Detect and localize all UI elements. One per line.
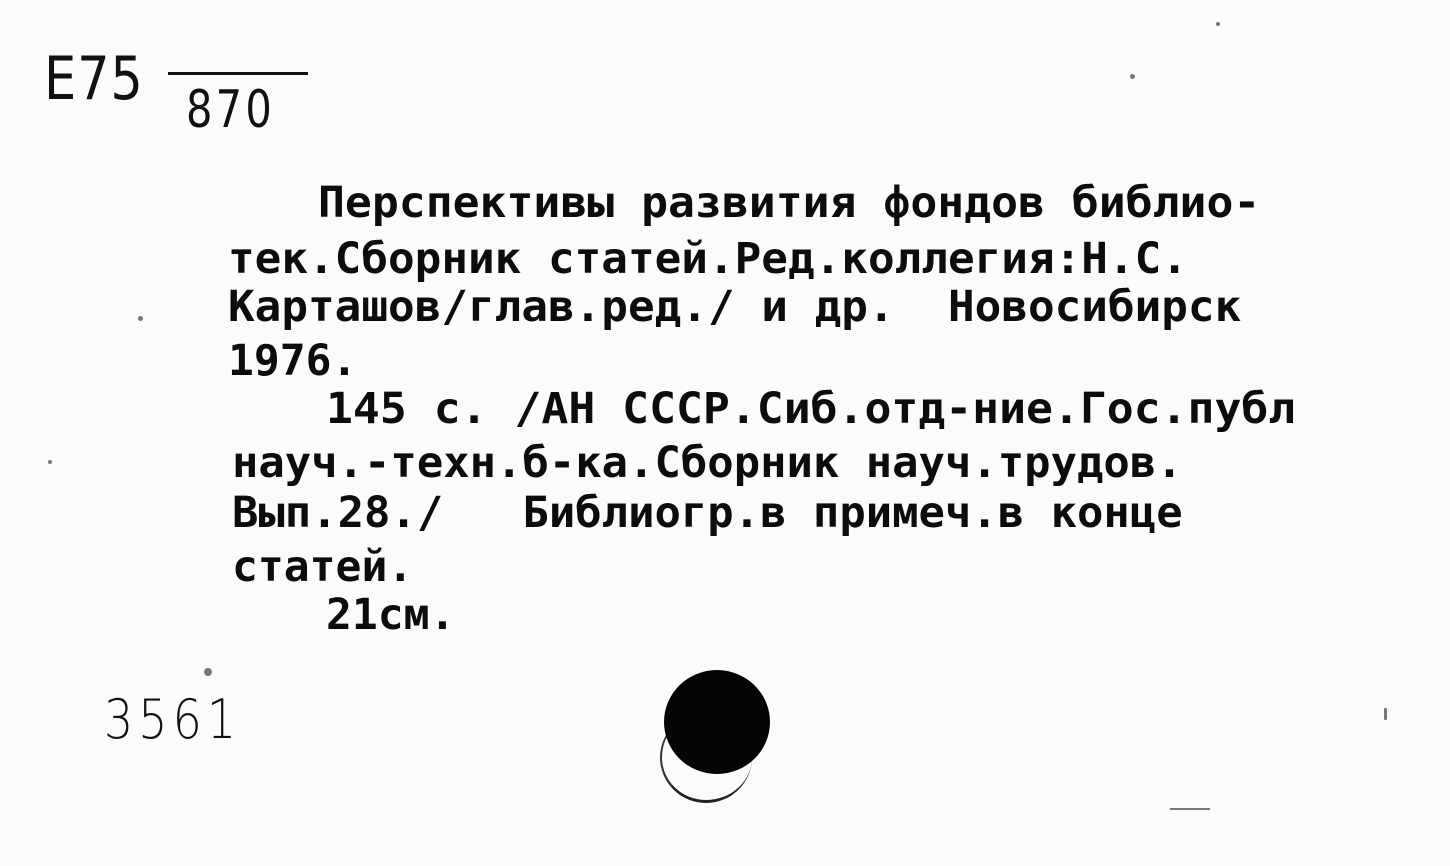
description-line-3: Вып.28./ Библиогр.в примеч.в конце — [232, 488, 1183, 538]
inventory-number: 3561 — [104, 688, 242, 751]
shelfmark-number: 870 — [186, 80, 276, 140]
dust-speck — [138, 316, 143, 321]
size-line: 21см. — [326, 590, 456, 640]
dust-speck — [48, 460, 52, 464]
title-line-4: 1976. — [228, 336, 358, 386]
dust-speck — [204, 668, 212, 676]
description-line-4: статей. — [232, 542, 414, 592]
dust-speck — [1130, 74, 1135, 79]
punch-hole — [664, 670, 770, 774]
shelfmark-class: Е75 — [44, 44, 144, 114]
shelfmark-divider — [168, 72, 308, 75]
dust-speck — [1170, 808, 1210, 810]
description-line-1: 145 с. /АН СССР.Сиб.отд-ние.Гос.публ — [326, 384, 1296, 434]
title-line-3: Карташов/глав.ред./ и др. Новосибирск — [228, 282, 1242, 332]
description-line-2: науч.-техн.б-ка.Сборник науч.трудов. — [232, 438, 1183, 488]
dust-speck — [1216, 22, 1220, 26]
title-line-2: тек.Сборник статей.Ред.коллегия:Н.С. — [228, 234, 1188, 284]
dust-speck — [1384, 708, 1387, 720]
title-line-1: Перспективы развития фондов библио- — [318, 178, 1261, 228]
